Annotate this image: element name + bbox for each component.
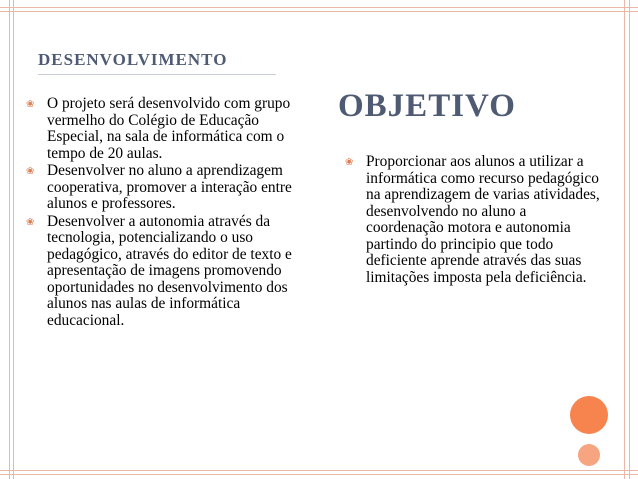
frame-line xyxy=(0,7,638,8)
decorative-circle-small xyxy=(578,444,600,466)
list-item xyxy=(341,154,607,286)
frame-line xyxy=(13,0,14,479)
list-item xyxy=(22,214,300,330)
list-item xyxy=(22,96,300,162)
frame-line xyxy=(9,0,10,479)
decorative-circle xyxy=(570,396,608,434)
frame-line xyxy=(0,470,638,471)
bullet-icon: ❀ xyxy=(345,157,354,168)
left-title-text: DESENVOLVIMENTO xyxy=(38,50,228,69)
frame-line xyxy=(0,11,638,12)
list-item-text: O projeto será desenvolvido com grupo vermelho do Colégio de Educação Especial, na sala de informática com o tempo de 20 aulas. xyxy=(47,95,291,162)
right-bullet-list xyxy=(341,154,607,287)
frame-line xyxy=(629,0,630,479)
title-underline xyxy=(38,74,276,75)
bullet-icon: ❀ xyxy=(26,216,35,228)
frame-line xyxy=(0,474,638,475)
right-column-title: OBJETIVO xyxy=(338,88,516,124)
bullet-icon: ❀ xyxy=(26,99,35,110)
list-item-text: Desenvolver a autonomia através da tecnologia, potencializando o uso pedagógico, através do editor de texto e apresentação de imagens promovendo oportunidades no desenvolvimento dos alunos nas aulas de informática educacional. xyxy=(47,212,292,329)
list-item xyxy=(22,163,300,213)
left-column-title xyxy=(38,50,298,72)
left-bullet-list xyxy=(22,96,300,330)
list-item-text: Desenvolver no aluno a aprendizagem cooperativa, promover a interação entre alunos e professores. xyxy=(47,162,292,212)
list-item-text: Proporcionar aos alunos a utilizar a informática como recurso pedagógico na aprendizagem de varias atividades, desenvolvendo no aluno a coordenação motora e autonomia partindo do principio que todo deficiente aprende através das suas limitações imposta pela deficiência. xyxy=(366,153,600,286)
frame-line xyxy=(624,0,625,479)
bullet-icon: ❀ xyxy=(26,166,35,177)
